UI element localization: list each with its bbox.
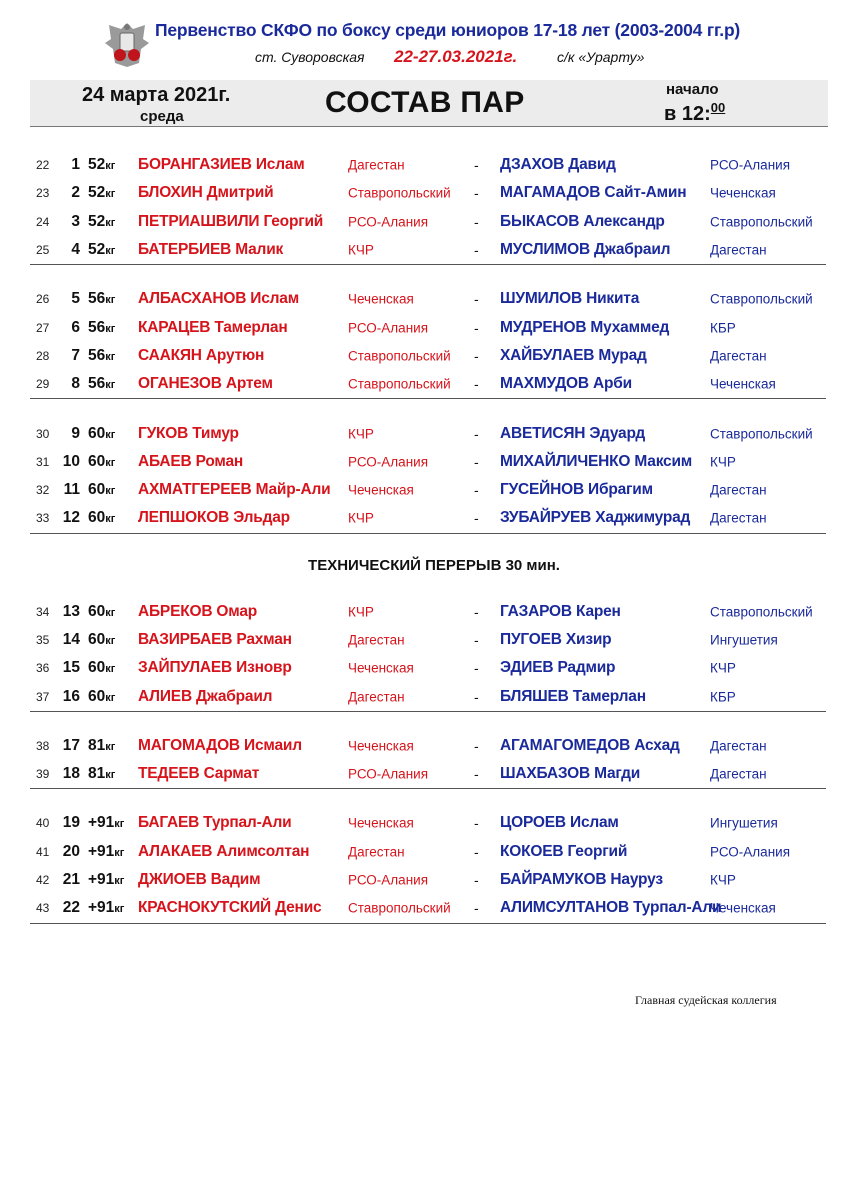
weight-unit: кг [105, 216, 116, 229]
red-corner-name: ПЕТРИАШВИЛИ Георгий [138, 212, 324, 230]
blue-corner-name: ПУГОЕВ Хизир [500, 631, 612, 648]
bout-row [30, 654, 826, 682]
blue-corner-region: РСО-Алания [710, 157, 790, 173]
weight-class [88, 319, 115, 337]
bout-row [30, 236, 826, 264]
weight-class [88, 737, 115, 755]
versus-dash: - [474, 900, 479, 917]
blue-corner-region: Ингушетия [710, 632, 778, 648]
versus-dash: - [474, 453, 479, 470]
bout-row [30, 285, 826, 313]
weight-unit: кг [105, 663, 116, 676]
weight-value: +91 [88, 814, 115, 832]
weight-group [30, 809, 826, 923]
blue-corner-region: Чеченская [710, 376, 776, 392]
versus-dash: - [474, 688, 479, 705]
weight-unit: кг [105, 606, 116, 619]
weekday: среда [140, 108, 184, 125]
weight-value: 60 [88, 509, 106, 527]
red-corner-name: БЛОХИН Дмитрий [138, 184, 274, 202]
event-dates: 22-27.03.2021г. [394, 47, 518, 66]
red-corner-region: КЧР [348, 242, 374, 258]
technical-break-notice: ТЕХНИЧЕСКИЙ ПЕРЕРЫВ 30 мин. [308, 556, 560, 574]
versus-dash: - [474, 319, 479, 336]
bout-number: 19 [62, 814, 80, 832]
versus-dash: - [474, 425, 479, 442]
blue-corner-region: Ставропольский [710, 426, 813, 442]
weight-value: +91 [88, 842, 115, 860]
weight-class [88, 871, 124, 889]
weight-class [88, 814, 124, 832]
red-corner-region: Дагестан [348, 844, 405, 860]
red-corner-name: КАРАЦЕВ Тамерлан [138, 318, 288, 336]
bout-row [30, 313, 826, 341]
blue-corner-name: ХАЙБУЛАЕВ Мурад [500, 346, 647, 364]
blue-corner-name: МИХАЙЛИЧЕНКО Максим [500, 452, 693, 470]
versus-dash: - [474, 843, 479, 860]
versus-dash: - [474, 872, 479, 889]
blue-corner-name: ЭДИЕВ Радмир [500, 659, 616, 677]
blue-corner-region: Ставропольский [710, 604, 813, 620]
bout-index: 27 [36, 320, 50, 335]
red-corner-region: Дагестан [348, 689, 405, 705]
weight-unit: кг [105, 456, 116, 469]
bout-number: 22 [62, 899, 80, 917]
bout-index: 34 [36, 604, 50, 619]
weight-class [88, 843, 124, 861]
blue-corner-name: ГУСЕЙНОВ Ибрагим [500, 481, 653, 499]
blue-corner-region: КЧР [710, 660, 736, 676]
red-corner-region: Ставропольский [348, 376, 451, 392]
weight-value: 81 [88, 736, 106, 754]
bout-row [30, 179, 826, 207]
weight-unit: кг [105, 245, 116, 258]
weight-class [88, 156, 115, 174]
weight-class [88, 631, 115, 649]
blue-corner-region: Чеченская [710, 900, 776, 916]
bout-index: 42 [36, 873, 50, 888]
bout-number: 16 [62, 687, 80, 705]
bout-number: 14 [62, 631, 80, 648]
venue-town: ст. Суворовская [255, 49, 365, 65]
bout-row [30, 626, 826, 654]
blue-corner-name: ШАХБАЗОВ Магди [500, 765, 641, 783]
page-heading: СОСТАВ ПАР [325, 86, 525, 119]
blue-corner-region: КБР [710, 689, 736, 705]
weight-unit: кг [114, 903, 125, 916]
bout-index: 25 [36, 243, 50, 258]
weight-unit: кг [105, 635, 116, 647]
weight-unit: кг [114, 846, 125, 859]
bout-index: 43 [36, 901, 50, 916]
weight-unit: кг [114, 875, 125, 888]
weight-group [30, 732, 826, 790]
bout-number: 18 [62, 765, 80, 783]
weight-class [88, 425, 115, 443]
weight-class [88, 659, 115, 677]
blue-corner-region: Ингушетия [710, 815, 778, 831]
blue-corner-name: БЛЯШЕВ Тамерлан [500, 687, 646, 705]
red-corner-name: МАГОМАДОВ Исмаил [138, 736, 302, 754]
red-corner-name: БАТЕРБИЕВ Малик [138, 241, 284, 259]
blue-corner-region: Дагестан [710, 348, 767, 364]
versus-dash: - [474, 347, 479, 364]
bout-row [30, 894, 826, 922]
bout-index: 23 [36, 186, 50, 201]
bout-index: 35 [36, 633, 50, 647]
weight-value: 52 [88, 241, 106, 259]
blue-corner-name: БАЙРАМУКОВ Науруз [500, 871, 663, 889]
weight-unit: кг [105, 769, 116, 782]
bout-row [30, 760, 826, 788]
bout-row [30, 732, 826, 760]
red-corner-region: Чеченская [348, 660, 414, 676]
bout-index: 37 [36, 689, 50, 704]
blue-corner-region: КЧР [710, 872, 736, 888]
weight-value: 60 [88, 602, 106, 620]
weight-unit: кг [105, 740, 116, 753]
championship-title: Первенство СКФО по боксу среди юниоров 17-18 лет (2003-2004 гг.р) [155, 20, 741, 40]
red-corner-name: ДЖИОЕВ Вадим [138, 871, 261, 889]
bout-index: 40 [36, 816, 50, 831]
bout-number: 20 [62, 842, 80, 860]
weight-value: 52 [88, 156, 106, 174]
weight-class [88, 688, 115, 706]
red-corner-name: БАГАЕВ Турпал-Али [138, 814, 292, 832]
red-corner-name: ВАЗИРБАЕВ Рахман [138, 631, 292, 648]
versus-dash: - [474, 766, 479, 783]
bout-index: 22 [36, 158, 50, 173]
weight-value: 56 [88, 318, 106, 336]
weight-class [88, 481, 115, 499]
red-corner-name: КРАСНОКУТСКИЙ Денис [138, 899, 322, 917]
blue-corner-region: Дагестан [710, 766, 767, 782]
weight-unit: кг [105, 160, 116, 173]
weight-group [30, 151, 826, 265]
start-time [664, 100, 725, 126]
bouts-table [30, 151, 826, 944]
blue-corner-region: Дагестан [710, 738, 767, 754]
red-corner-name: ЗАЙПУЛАЕВ Изновр [138, 659, 292, 677]
weight-value: 60 [88, 659, 106, 677]
blue-corner-region: РСО-Алания [710, 844, 790, 860]
weight-value: 56 [88, 375, 106, 393]
red-corner-name: АЛАКАЕВ Алимсолтан [138, 842, 310, 860]
versus-dash: - [474, 213, 479, 230]
bout-index: 38 [36, 738, 50, 753]
blue-corner-name: ДЗАХОВ Давид [500, 156, 616, 174]
bout-row [30, 419, 826, 447]
bout-number: 9 [71, 424, 80, 442]
versus-dash: - [474, 603, 479, 620]
blue-corner-region: КБР [710, 320, 736, 336]
red-corner-region: КЧР [348, 426, 374, 442]
blue-corner-name: АГАМАГОМЕДОВ Асхад [500, 736, 680, 754]
blue-corner-name: МАХМУДОВ Арби [500, 375, 632, 393]
blue-corner-region: КЧР [710, 454, 736, 470]
bout-number: 2 [71, 184, 80, 202]
red-corner-name: ЛЕПШОКОВ Эльдар [138, 509, 290, 527]
bout-number: 12 [62, 509, 80, 527]
bout-row [30, 598, 826, 626]
blue-corner-name: БЫКАСОВ Александр [500, 212, 665, 230]
red-corner-name: БОРАНГАЗИЕВ Ислам [138, 156, 305, 174]
weight-class [88, 603, 115, 621]
weight-unit: кг [105, 379, 116, 392]
blue-corner-region: Ставропольский [710, 214, 813, 230]
versus-dash: - [474, 157, 479, 174]
weight-unit: кг [105, 294, 116, 307]
footer-signature: Главная судейская коллегия [635, 993, 777, 1007]
weight-unit: кг [114, 818, 125, 831]
versus-dash: - [474, 185, 479, 202]
weight-class [88, 290, 115, 308]
bout-index: 31 [36, 454, 50, 469]
red-corner-region: Чеченская [348, 482, 414, 498]
bout-number: 17 [62, 736, 80, 754]
bout-number: 3 [71, 212, 80, 230]
weight-class [88, 899, 124, 917]
bout-row [30, 809, 826, 837]
blue-corner-name: ГАЗАРОВ Карен [500, 602, 621, 620]
bout-number: 1 [71, 156, 80, 174]
blue-corner-region: Дагестан [710, 482, 767, 498]
weight-class [88, 375, 115, 393]
red-corner-region: РСО-Алания [348, 766, 428, 782]
bout-number: 5 [71, 290, 80, 308]
weight-value: 81 [88, 765, 106, 783]
blue-corner-region: Чеченская [710, 185, 776, 201]
weight-value: 60 [88, 452, 106, 470]
bout-index: 36 [36, 661, 50, 676]
versus-dash: - [474, 510, 479, 527]
red-corner-region: Чеченская [348, 291, 414, 307]
bout-index: 24 [36, 214, 50, 229]
blue-corner-name: АЛИМСУЛТАНОВ Турпал-Али [500, 899, 722, 917]
versus-dash: - [474, 242, 479, 259]
start-time-minutes: 00 [710, 100, 726, 115]
red-corner-name: ГУКОВ Тимур [138, 424, 239, 442]
start-label: начало [666, 81, 719, 98]
start-time-hours: в 12: [664, 103, 711, 125]
red-corner-region: Дагестан [348, 157, 405, 173]
weight-value: 52 [88, 212, 106, 230]
bout-index: 39 [36, 767, 50, 782]
blue-corner-region: Дагестан [710, 242, 767, 258]
weight-value: 56 [88, 346, 106, 364]
bout-row [30, 342, 826, 370]
red-corner-region: РСО-Алания [348, 320, 428, 336]
weight-value: 60 [88, 481, 106, 499]
red-corner-name: ОГАНЕЗОВ Артем [138, 375, 273, 393]
weight-value: 56 [88, 290, 106, 308]
weight-value: 52 [88, 184, 106, 202]
bout-index: 28 [36, 348, 50, 363]
versus-dash: - [474, 660, 479, 677]
red-corner-name: ТЕДЕЕВ Сармат [138, 765, 260, 783]
red-corner-region: РСО-Алания [348, 872, 428, 888]
blue-corner-name: МУСЛИМОВ Джабраил [500, 241, 671, 259]
blue-corner-name: ЗУБАЙРУЕВ Хаджимурад [500, 509, 691, 527]
red-corner-region: Чеченская [348, 815, 414, 831]
bout-row [30, 838, 826, 866]
red-corner-name: АХМАТГЕРЕЕВ Майр-Али [138, 481, 331, 499]
bout-number: 15 [62, 659, 80, 677]
federation-logo-icon [103, 19, 151, 69]
versus-dash: - [474, 737, 479, 754]
red-corner-region: РСО-Алания [348, 214, 428, 230]
red-corner-region: Чеченская [348, 738, 414, 754]
weight-value: +91 [88, 871, 115, 889]
weight-class [88, 453, 115, 471]
red-corner-region: КЧР [348, 510, 374, 526]
weight-group [30, 598, 826, 712]
blue-corner-name: ЦОРОЕВ Ислам [500, 814, 619, 832]
weight-class [88, 184, 115, 202]
weight-value: 60 [88, 631, 106, 648]
red-corner-name: АЛИЕВ Джабраил [138, 687, 273, 705]
blue-corner-name: АВЕТИСЯН Эдуард [500, 424, 645, 442]
weight-unit: кг [105, 188, 116, 201]
red-corner-name: АБРЕКОВ Омар [138, 602, 258, 620]
weight-unit: кг [105, 691, 116, 704]
weight-value: 60 [88, 687, 106, 705]
bout-index: 29 [36, 377, 50, 392]
weight-unit: кг [105, 485, 116, 498]
red-corner-region: КЧР [348, 604, 374, 620]
weight-class [88, 765, 115, 783]
weight-class [88, 213, 115, 231]
versus-dash: - [474, 482, 479, 499]
bout-number: 6 [71, 318, 80, 336]
bout-index: 33 [36, 511, 50, 526]
weight-class [88, 347, 115, 365]
blue-corner-name: МУДРЕНОВ Мухаммед [500, 318, 670, 336]
versus-dash: - [474, 815, 479, 832]
blue-corner-name: ШУМИЛОВ Никита [500, 290, 640, 308]
bout-index: 26 [36, 292, 50, 307]
blue-corner-region: Дагестан [710, 510, 767, 526]
bout-row [30, 448, 826, 476]
weight-unit: кг [105, 428, 116, 441]
weight-unit: кг [105, 513, 116, 526]
bout-number: 11 [63, 481, 80, 499]
red-corner-name: СААКЯН Арутюн [138, 346, 265, 364]
bout-index: 30 [36, 426, 50, 441]
weight-unit: кг [105, 322, 116, 335]
bout-row [30, 370, 826, 398]
versus-dash: - [474, 291, 479, 308]
weight-class [88, 509, 115, 527]
blue-corner-name: МАГАМАДОВ Сайт-Амин [500, 184, 687, 202]
versus-dash: - [474, 376, 479, 393]
red-corner-name: АЛБАСХАНОВ Ислам [138, 290, 299, 308]
bout-row [30, 208, 826, 236]
red-corner-region: Ставропольский [348, 185, 451, 201]
bout-row [30, 476, 826, 504]
bout-index: 32 [36, 483, 50, 498]
day-date: 24 марта 2021г. [82, 84, 231, 106]
red-corner-region: Ставропольский [348, 900, 451, 916]
blue-corner-name: КОКОЕВ Георгий [500, 842, 628, 860]
bout-row [30, 151, 826, 179]
bout-index: 41 [36, 844, 50, 859]
bout-number: 8 [71, 375, 80, 393]
weight-value: 60 [88, 424, 106, 442]
bout-number: 7 [71, 346, 80, 364]
weight-class [88, 241, 115, 259]
bout-number: 13 [62, 602, 80, 620]
venue-hall: с/к «Урарту» [557, 49, 645, 65]
weight-group [30, 285, 826, 399]
red-corner-region: Дагестан [348, 632, 405, 648]
bout-number: 10 [62, 452, 80, 470]
bout-number: 21 [62, 871, 80, 889]
bout-row [30, 682, 826, 710]
red-corner-name: АБАЕВ Роман [138, 452, 244, 470]
weight-unit: кг [105, 350, 116, 363]
weight-group [30, 419, 826, 533]
blue-corner-region: Ставропольский [710, 291, 813, 307]
bout-number: 4 [71, 241, 80, 259]
weight-value: +91 [88, 899, 115, 917]
bout-row [30, 504, 826, 532]
bout-row [30, 866, 826, 894]
versus-dash: - [474, 632, 479, 648]
red-corner-region: Ставропольский [348, 348, 451, 364]
red-corner-region: РСО-Алания [348, 454, 428, 470]
